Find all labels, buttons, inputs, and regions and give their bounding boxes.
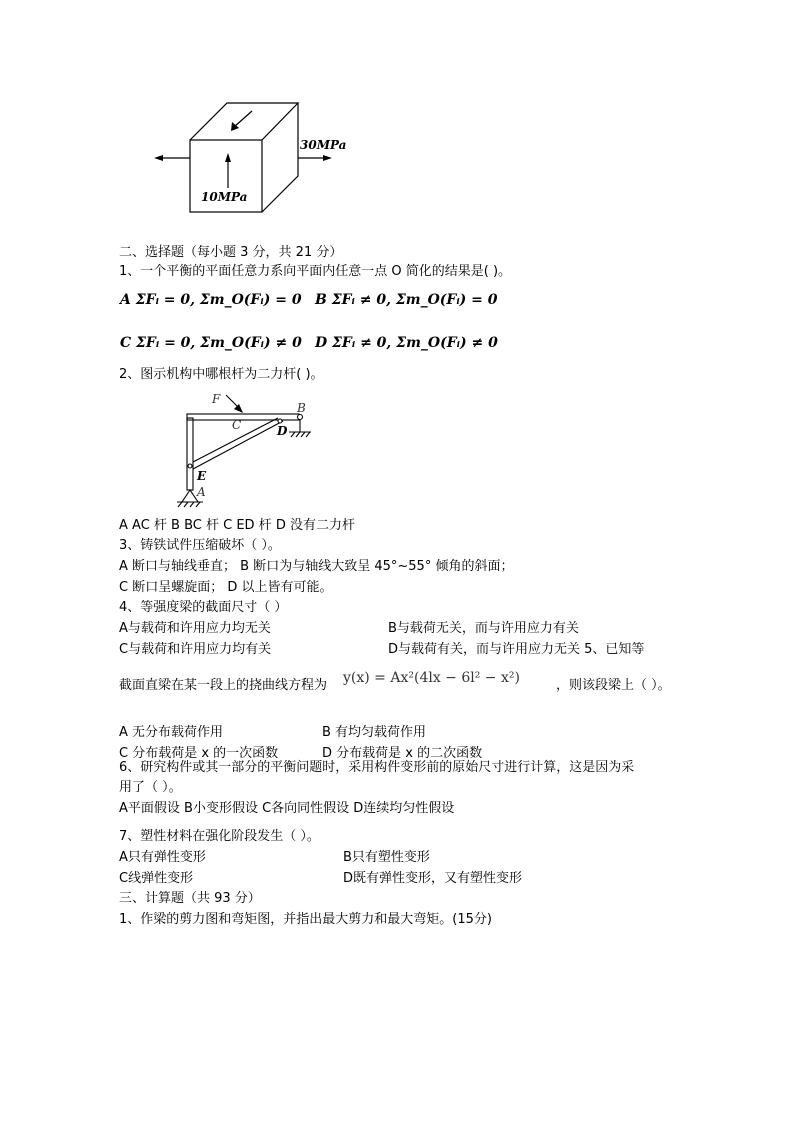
q7-option-a: A只有弹性变形	[119, 850, 206, 865]
q3-options-line2: C 断口呈螺旋面； D 以上皆有可能。	[119, 580, 333, 595]
q1-option-b: B ΣFᵢ ≠ 0, Σm_O(Fᵢ) = 0	[315, 292, 498, 308]
q6-line1: 6、研究构件或其一部分的平衡问题时，采用构件变形前的原始尺寸进行计算，这是因为采	[119, 760, 635, 775]
q1-option-d: D ΣFᵢ ≠ 0, Σm_O(Fᵢ) ≠ 0	[315, 335, 498, 351]
section-3-heading: 三、计算题（共 93 分）	[119, 891, 261, 906]
q5-text-before: 截面直梁在某一段上的挠曲线方程为	[119, 678, 328, 693]
q4-text: 4、等强度梁的截面尺寸（ ）	[119, 600, 288, 615]
label-e: E	[197, 469, 207, 483]
q1-option-a: A ΣFᵢ = 0, Σm_O(Fᵢ) = 0	[120, 292, 302, 308]
q7-text: 7、塑性材料在强化阶段发生（ ）。	[119, 829, 320, 844]
q5-equation: y(x) = Ax²(4lx − 6l² − x²)	[343, 670, 520, 686]
q5-option-b: B 有均匀载荷作用	[322, 725, 427, 740]
sec3-q1-text: 1、作梁的剪力图和弯矩图，并指出最大剪力和最大弯矩。(15分)	[119, 912, 492, 927]
q1-text: 1、一个平衡的平面任意力系向平面内任意一点 O 简化的结果是( )。	[119, 264, 512, 279]
q5-text-after: ，则该段梁上（ ）。	[556, 678, 671, 693]
q5-option-a: A 无分布载荷作用	[119, 725, 224, 740]
q3-options-line1: A 断口与轴线垂直； B 断口为与轴线大致呈 45°~55° 倾角的斜面；	[119, 559, 514, 574]
q7-option-b: B只有塑性变形	[343, 850, 430, 865]
q6-line2: 用了（ ）。	[119, 780, 182, 795]
q7-option-c: C线弹性变形	[119, 871, 194, 886]
q4-option-a: A与载荷和许用应力均无关	[119, 621, 271, 636]
q6-options: A平面假设 B小变形假设 C各向同性假设 D连续均匀性假设	[119, 801, 455, 816]
q4-option-b: B与载荷无关，而与许用应力有关	[388, 621, 579, 636]
q4-option-d: D与载荷有关，而与许用应力无关 5、已知等	[388, 642, 645, 657]
q5-option-d: D 分布载荷是 x 的二次函数	[322, 746, 483, 761]
section-2-heading: 二、选择题（每小题 3 分，共 21 分）	[119, 245, 343, 260]
q5-option-c: C 分布载荷是 x 的一次函数	[119, 746, 279, 761]
label-a: A	[197, 485, 206, 499]
label-b: B	[297, 401, 306, 415]
q4-option-c: C与载荷和许用应力均有关	[119, 642, 272, 657]
q3-text: 3、铸铁试件压缩破坏（ ）。	[119, 538, 281, 553]
label-f: F	[212, 392, 221, 406]
label-30mpa: 30MPa	[300, 138, 347, 152]
q1-option-c: C ΣFᵢ = 0, Σm_O(Fᵢ) ≠ 0	[120, 335, 302, 351]
q7-option-d: D既有弹性变形，又有塑性变形	[343, 871, 523, 886]
q2-options: A AC 杆 B BC 杆 C ED 杆 D 没有二力杆	[119, 518, 355, 533]
label-d: D	[277, 424, 288, 438]
label-c: C	[232, 418, 242, 432]
label-10mpa: 10MPa	[201, 190, 248, 204]
q2-text: 2、图示机构中哪根杆为二力杆( )。	[119, 367, 324, 382]
mechanism-drawing	[0, 0, 794, 520]
